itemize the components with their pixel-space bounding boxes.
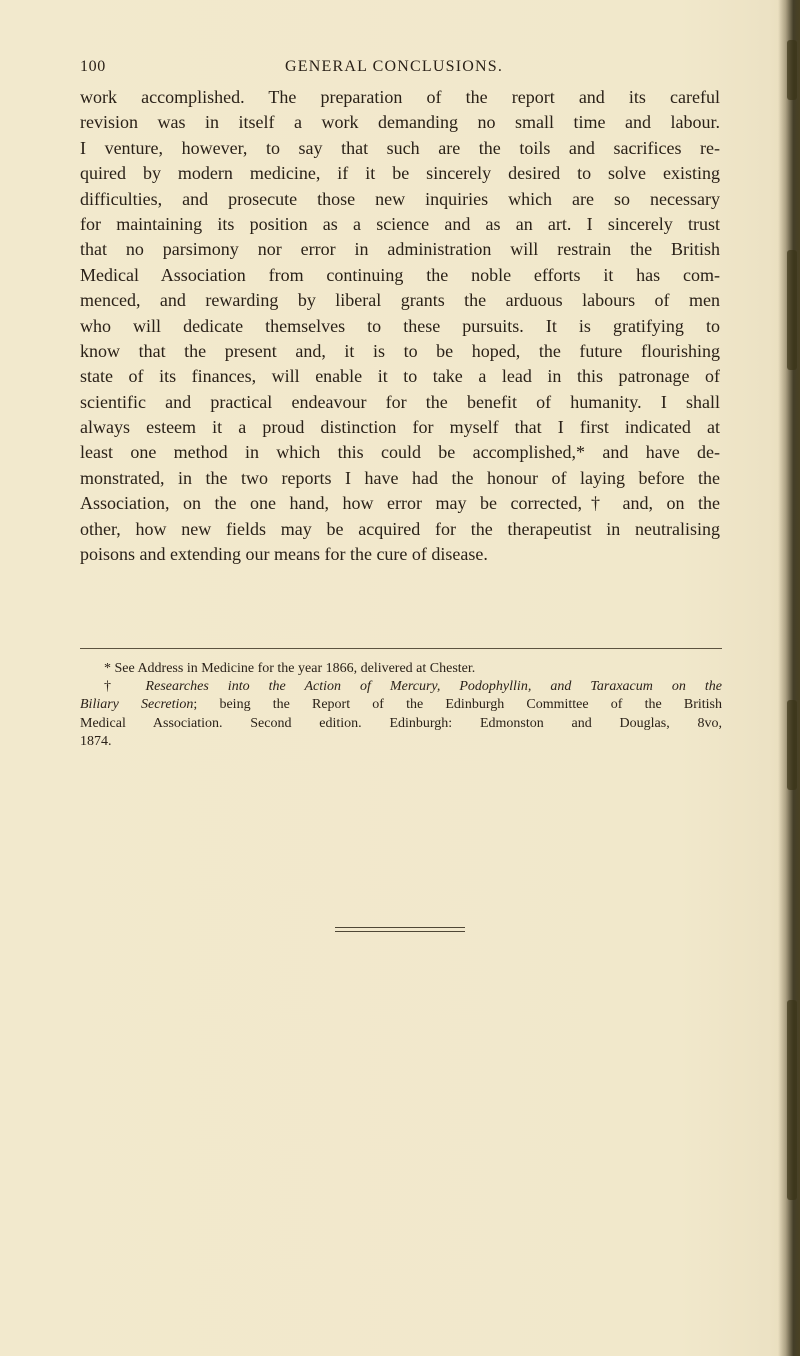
page-edge-mark [787, 40, 797, 100]
text-line: other, how new fields may be acquired for the therapeutist in neutralising [80, 518, 720, 539]
footnote-divider [80, 648, 722, 649]
body-paragraph [80, 85, 720, 567]
footnote-2-line-4: 1874. [80, 733, 112, 749]
text-line: quired by modern medicine, if it be sincerely desired to solve existing [80, 163, 720, 184]
text-line: who will dedicate themselves to these pursuits. It is gratifying to [80, 315, 720, 336]
text-line: Medical Association from continuing the noble efforts it has com- [80, 264, 720, 285]
footnotes [80, 660, 722, 751]
text-line: I venture, however, to say that such are the toils and sacrifices re- [80, 137, 720, 158]
text-line: know that the present and, it is to be hoped, the future flourishing [80, 340, 720, 361]
text-line: that no parsimony nor error in administration will restrain the British [80, 239, 720, 260]
text-line: state of its finances, will enable it to take a lead in this patronage of [80, 366, 720, 387]
text-line: least one method in which this could be accomplished,* and have de- [80, 442, 720, 463]
footnote-2-line-2 [80, 696, 722, 714]
text-line: monstrated, in the two reports I have had the honour of laying before the [80, 467, 720, 488]
page-number: 100 [80, 58, 106, 75]
text-line: revision was in itself a work demanding no small time and labour. [80, 112, 720, 133]
text-line: scientific and practical endeavour for the benefit of humanity. I shall [80, 391, 720, 412]
end-rule-top [335, 927, 465, 928]
page-edge-mark [787, 700, 797, 790]
page-title: GENERAL CONCLUSIONS. [285, 58, 504, 75]
running-head [80, 58, 720, 80]
footnote-2-text: ; being the Report of the Edinburgh Committee of the British [193, 697, 722, 713]
text-line: work accomplished. The preparation of the report and its careful [80, 87, 720, 107]
footnote-1: * See Address in Medicine for the year 1866, delivered at Chester. [104, 661, 476, 676]
text-line: poisons and extending our means for the cure of disease. [80, 544, 488, 565]
dagger-mark: † [104, 679, 146, 695]
end-rule-bottom [335, 931, 465, 932]
text-line: always esteem it a proud distinction for myself that I first indicated at [80, 417, 720, 438]
text-line: for maintaining its position as a science and as an art. I sincerely trust [80, 213, 720, 234]
page-edge-mark [787, 1000, 797, 1200]
text-line: difficulties, and prosecute those new inquiries which are so necessary [80, 188, 720, 209]
footnote-2-title: Researches into the Action of Mercury, Podophyllin, and Taraxacum on the [145, 679, 722, 695]
text-line: Association, on the one hand, how error may be corrected,† and, on the [80, 493, 720, 514]
text-line: menced, and rewarding by liberal grants the arduous labours of men [80, 290, 720, 311]
footnote-2-title-continued: Biliary Secretion [80, 697, 194, 713]
footnote-2-line-3: Medical Association. Second edition. Edinburgh: Edmonston and Douglas, 8vo, [80, 715, 722, 731]
page-edge-mark [787, 250, 797, 370]
footnote-2-line-1 [80, 678, 722, 696]
